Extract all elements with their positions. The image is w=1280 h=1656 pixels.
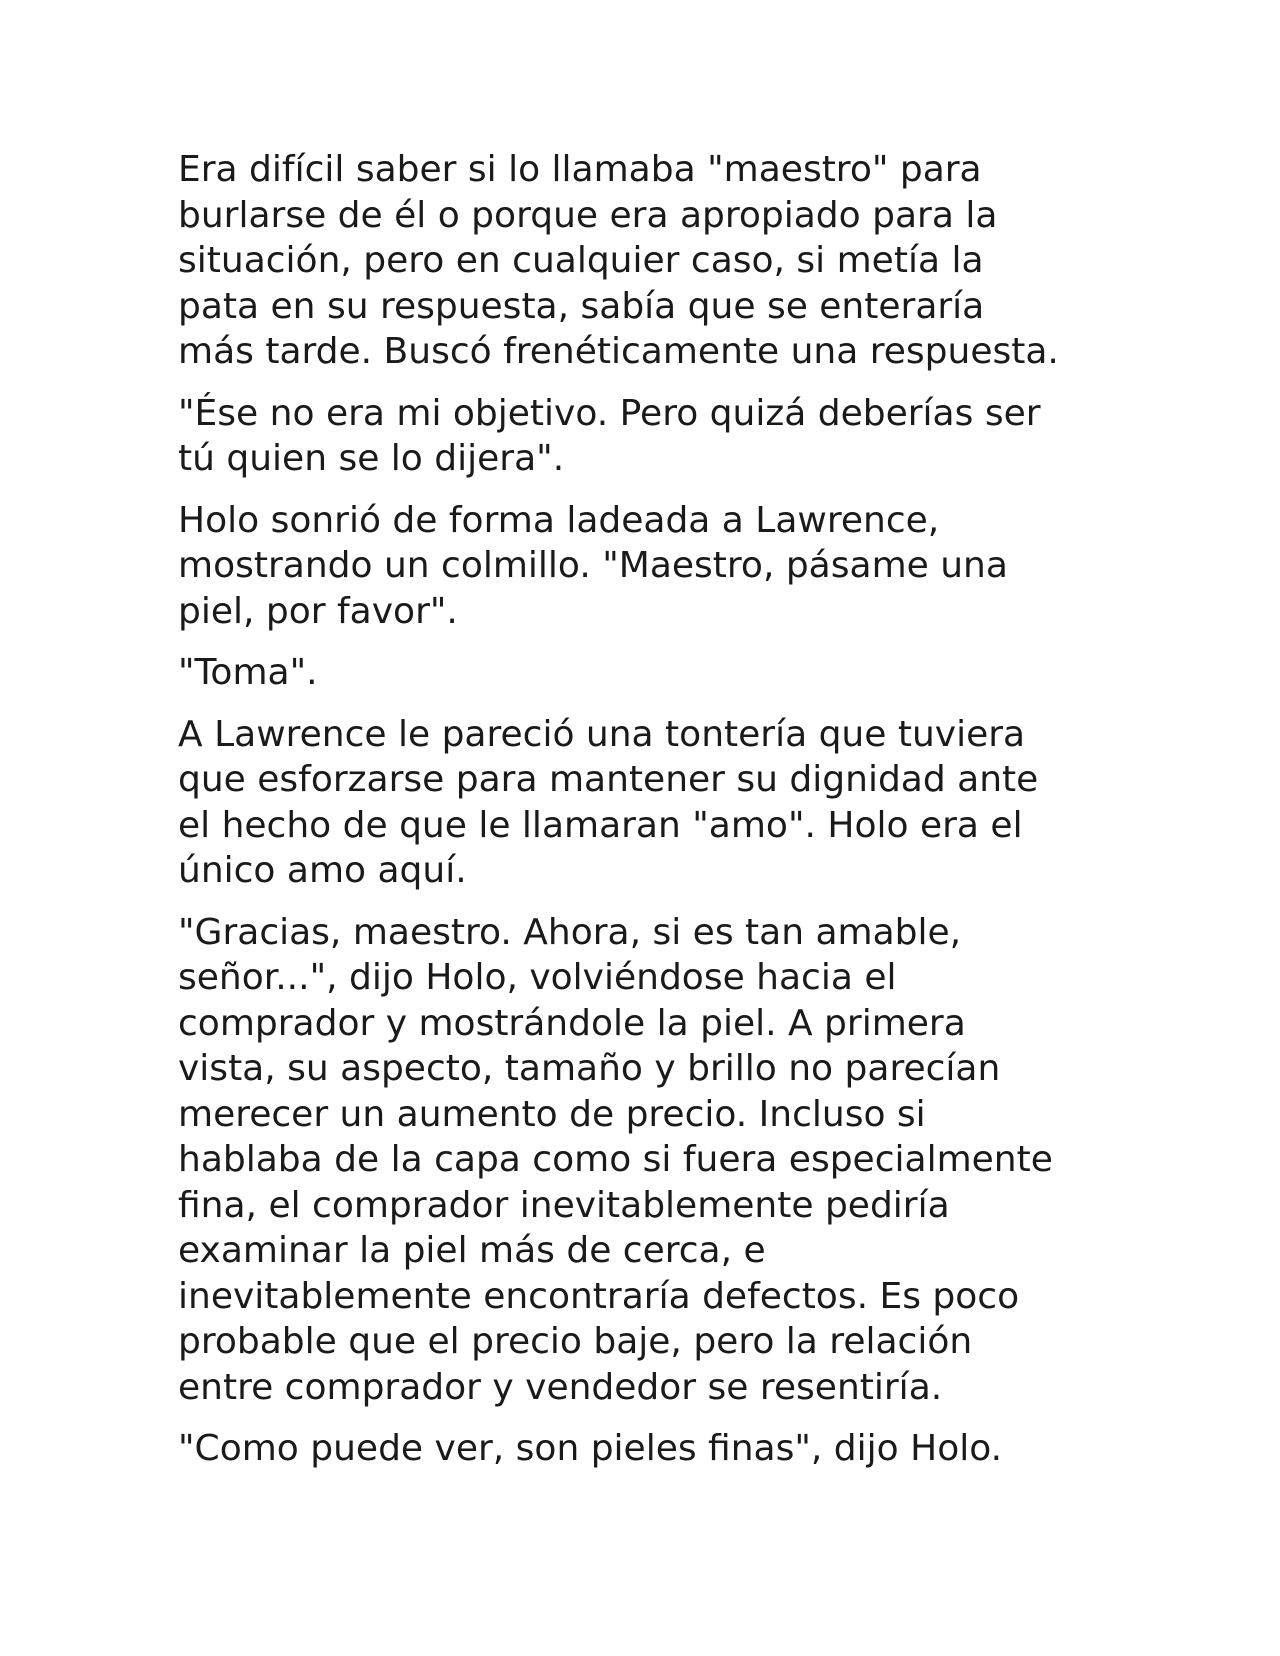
paragraph-line: "Gracias, maestro. Ahora, si es tan amable, bbox=[178, 911, 962, 953]
paragraph-line: merecer un aumento de precio. Incluso si bbox=[178, 1093, 926, 1135]
paragraph-line: probable que el precio baje, pero la relación bbox=[178, 1321, 973, 1362]
paragraph-line: Holo sonrió de forma ladeada a Lawrence, bbox=[178, 499, 940, 541]
paragraph-3 bbox=[178, 498, 1118, 635]
paragraph-line: Era difícil saber si lo llamaba "maestro" para bbox=[178, 149, 982, 190]
paragraph-line: hablaba de la capa como si fuera especialmente bbox=[178, 1139, 1053, 1180]
paragraph-line: mostrando un colmillo. "Maestro, pásame una bbox=[178, 545, 1008, 586]
paragraph-line: comprador y mostrándole la piel. A primera bbox=[178, 1002, 966, 1044]
paragraph-line: "Toma". bbox=[178, 652, 318, 693]
paragraph-line: tú quien se lo dijera". bbox=[178, 438, 565, 479]
paragraph-line: "Como puede ver, son pieles finas", dijo Holo. bbox=[178, 1428, 1003, 1469]
paragraph-1 bbox=[178, 147, 1118, 375]
paragraph-line: "Ése no era mi objetivo. Pero quizá deberías ser bbox=[178, 392, 1041, 434]
paragraph-line: entre comprador y vendedor se resentiría. bbox=[178, 1366, 943, 1408]
paragraph-line: señor...", dijo Holo, volviéndose hacia el bbox=[178, 957, 897, 998]
paragraph-line: vista, su aspecto, tamaño y brillo no parecían bbox=[178, 1048, 1001, 1089]
paragraph-6 bbox=[178, 910, 1118, 1411]
paragraph-line: más tarde. Buscó frenéticamente una respuesta. bbox=[178, 331, 1059, 372]
paragraph-line: que esforzarse para mantener su dignidad ante bbox=[178, 759, 1039, 800]
paragraph-line: A Lawrence le pareció una tontería que tuviera bbox=[178, 713, 1026, 755]
paragraph-line: único amo aquí. bbox=[178, 850, 467, 891]
paragraph-line: examinar la piel más de cerca, e bbox=[178, 1230, 766, 1271]
paragraph-2 bbox=[178, 391, 1118, 482]
paragraph-line: situación, pero en cualquier caso, si metía la bbox=[178, 240, 984, 281]
paragraph-line: burlarse de él o porque era apropiado para la bbox=[178, 194, 998, 236]
paragraph-line: el hecho de que le llamaran "amo". Holo era el bbox=[178, 804, 1023, 846]
document-page bbox=[178, 147, 1118, 1488]
paragraph-5 bbox=[178, 712, 1118, 894]
paragraph-line: pata en su respuesta, sabía que se enteraría bbox=[178, 285, 985, 327]
paragraph-line: piel, por favor". bbox=[178, 590, 458, 632]
paragraph-line: inevitablemente encontraría defectos. Es poco bbox=[178, 1275, 1020, 1317]
paragraph-line: fina, el comprador inevitablemente pediría bbox=[178, 1184, 950, 1226]
paragraph-7 bbox=[178, 1426, 1118, 1472]
paragraph-4 bbox=[178, 650, 1118, 696]
